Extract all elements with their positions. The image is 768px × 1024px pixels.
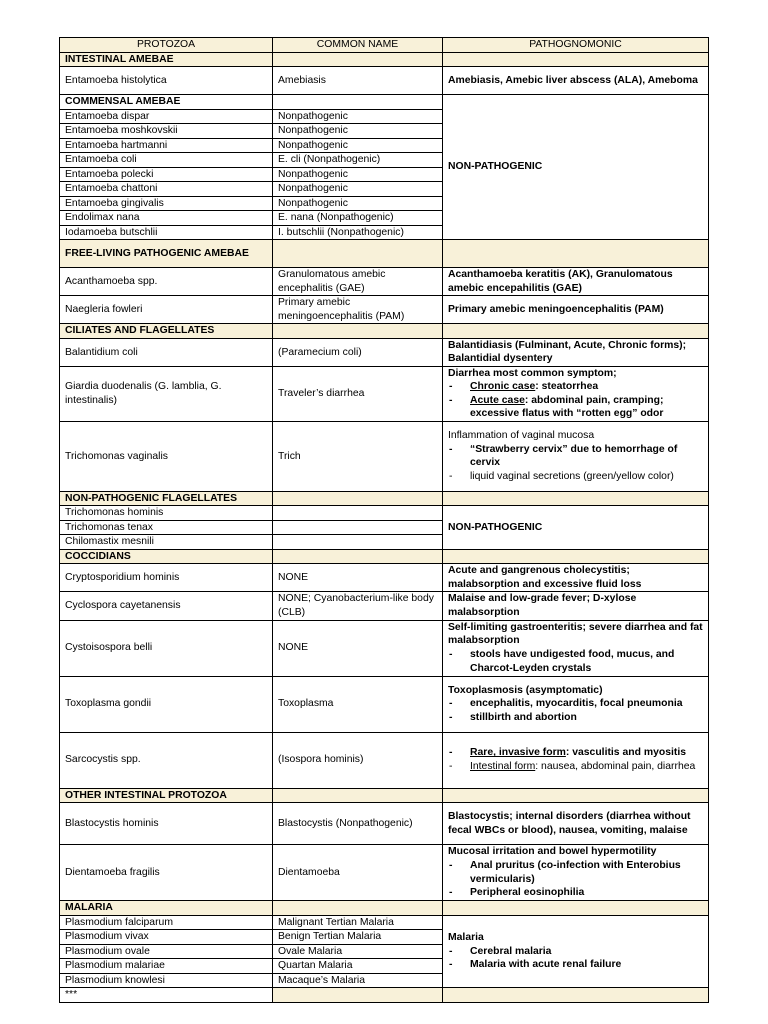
- common-name: Granulomatous amebic encephalitis (GAE): [273, 268, 443, 296]
- protozoa-name: Plasmodium ovale: [60, 944, 273, 959]
- common-name: [273, 506, 443, 521]
- table-row: [60, 506, 709, 521]
- protozoa-name: Giardia duodenalis (G. lamblia, G. intestinalis): [60, 366, 273, 421]
- header-common-name: COMMON NAME: [273, 38, 443, 53]
- common-name: Nonpathogenic: [273, 167, 443, 182]
- pathognomonic-list: [448, 746, 703, 773]
- footer-marker: ***: [60, 988, 273, 1003]
- pathognomonic-intro: Self-limiting gastroenteritis; severe diarrhea and fat malabsorption: [448, 621, 703, 647]
- section-title: CILIATES AND FLAGELLATES: [60, 324, 273, 339]
- protozoa-name: Entamoeba moshkovskii: [60, 124, 273, 139]
- section-row: [60, 52, 709, 67]
- protozoa-name: Iodamoeba butschlii: [60, 225, 273, 240]
- pathognomonic: Acute and gangrenous cholecystitis; malabsorption and excessive fluid loss: [443, 564, 709, 592]
- table-row: [60, 676, 709, 732]
- section-title: FREE-LIVING PATHOGENIC AMEBAE: [60, 240, 273, 268]
- common-name: Nonpathogenic: [273, 196, 443, 211]
- protozoa-name: Toxoplasma gondii: [60, 676, 273, 732]
- protozoa-name: Plasmodium vivax: [60, 930, 273, 945]
- pathognomonic: Amebiasis, Amebic liver abscess (ALA), Ameboma: [443, 67, 709, 95]
- common-name: Amebiasis: [273, 67, 443, 95]
- protozoa-name: Entamoeba coli: [60, 153, 273, 168]
- pathognomonic: [443, 421, 709, 491]
- table-row: [60, 67, 709, 95]
- table-row: [60, 268, 709, 296]
- pathognomonic-list: [448, 945, 703, 972]
- protozoa-name: Chilomastix mesnili: [60, 535, 273, 550]
- header-pathognomonic: PATHOGNOMONIC: [443, 38, 709, 53]
- common-name: Blastocystis (Nonpathogenic): [273, 803, 443, 845]
- table-row: [60, 366, 709, 421]
- section-row: [60, 324, 709, 339]
- pathognomonic-bullet: - Acute case: abdominal pain, cramping; excessive flatus with “rotten egg” odor: [448, 394, 703, 421]
- protozoa-name: Entamoeba chattoni: [60, 182, 273, 197]
- common-name: Dientamoeba: [273, 845, 443, 901]
- section-title: NON-PATHOGENIC FLAGELLATES: [60, 491, 273, 506]
- protozoa-name: Entamoeba gingivalis: [60, 196, 273, 211]
- pathognomonic: NON-PATHOGENIC: [443, 95, 709, 240]
- section-title: OTHER INTESTINAL PROTOZOA: [60, 788, 273, 803]
- table-row: [60, 803, 709, 845]
- protozoa-name: Cyclospora cayetanensis: [60, 592, 273, 620]
- section-row: [60, 549, 709, 564]
- pathognomonic-bullet: - Cerebral malaria: [448, 945, 703, 959]
- protozoa-name: Endolimax nana: [60, 211, 273, 226]
- common-name: (Isospora hominis): [273, 732, 443, 788]
- protozoa-name: Entamoeba histolytica: [60, 67, 273, 95]
- section-title: COMMENSAL AMEBAE: [60, 95, 273, 110]
- pathognomonic-list: [448, 697, 703, 724]
- common-name: Quartan Malaria: [273, 959, 443, 974]
- protozoa-name: Trichomonas tenax: [60, 520, 273, 535]
- table-row: [60, 732, 709, 788]
- common-name: Nonpathogenic: [273, 138, 443, 153]
- section-row: [60, 788, 709, 803]
- pathognomonic: Primary amebic meningoencephalitis (PAM): [443, 296, 709, 324]
- pathognomonic-bullet: - encephalitis, myocarditis, focal pneumonia: [448, 697, 703, 711]
- protozoa-name: Entamoeba polecki: [60, 167, 273, 182]
- protozoa-name: Entamoeba hartmanni: [60, 138, 273, 153]
- pathognomonic-bullet: - Malaria with acute renal failure: [448, 958, 703, 972]
- protozoa-table-sheet: [59, 37, 709, 1003]
- table-row: [60, 296, 709, 324]
- section-row: [60, 901, 709, 916]
- protozoa-name: Blastocystis hominis: [60, 803, 273, 845]
- section-title: MALARIA: [60, 901, 273, 916]
- common-name: Benign Tertian Malaria: [273, 930, 443, 945]
- pathognomonic: Blastocystis; internal disorders (diarrhea without fecal WBCs or blood), nausea, vomiting, malaise: [443, 803, 709, 845]
- common-name: Primary amebic meningoencephalitis (PAM): [273, 296, 443, 324]
- pathognomonic-bullet: - Rare, invasive form: vasculitis and myositis: [448, 746, 703, 760]
- pathognomonic-intro: Toxoplasmosis (asymptomatic): [448, 684, 603, 696]
- pathognomonic-bullet: - stillbirth and abortion: [448, 711, 703, 725]
- common-name: [273, 520, 443, 535]
- pathognomonic-bullet: - Intestinal form: nausea, abdominal pain, diarrhea: [448, 760, 703, 774]
- pathognomonic-bullet: - Anal pruritus (co-infection with Enterobius vermicularis): [448, 859, 703, 886]
- common-name: (Paramecium coli): [273, 338, 443, 366]
- pathognomonic-intro: Inflammation of vaginal mucosa: [448, 430, 595, 442]
- pathognomonic: [443, 732, 709, 788]
- section-row: [60, 240, 709, 268]
- pathognomonic: [443, 620, 709, 676]
- pathognomonic: NON-PATHOGENIC: [443, 506, 709, 550]
- pathognomonic: Acanthamoeba keratitis (AK), Granulomatous amebic encepahilitis (GAE): [443, 268, 709, 296]
- table-row: [60, 338, 709, 366]
- pathognomonic-bullet: - liquid vaginal secretions (green/yellow color): [448, 470, 703, 484]
- common-name: Traveler’s diarrhea: [273, 366, 443, 421]
- pathognomonic-list: [448, 648, 703, 675]
- protozoa-name: Plasmodium knowlesi: [60, 973, 273, 988]
- protozoa-name: Dientamoeba fragilis: [60, 845, 273, 901]
- pathognomonic-list: [448, 380, 703, 421]
- protozoa-name: Balantidium coli: [60, 338, 273, 366]
- protozoa-name: Trichomonas hominis: [60, 506, 273, 521]
- protozoa-table: [59, 37, 709, 1003]
- pathognomonic-list: [448, 443, 703, 484]
- common-name: Trich: [273, 421, 443, 491]
- common-name: Toxoplasma: [273, 676, 443, 732]
- section-row: [60, 95, 709, 110]
- pathognomonic-intro: Diarrhea most common symptom;: [448, 367, 617, 379]
- common-name: [273, 535, 443, 550]
- common-name: I. butschlii (Nonpathogenic): [273, 225, 443, 240]
- common-name: Nonpathogenic: [273, 124, 443, 139]
- pathognomonic: Malaise and low-grade fever; D-xylose malabsorption: [443, 592, 709, 620]
- protozoa-name: Plasmodium falciparum: [60, 915, 273, 930]
- pathognomonic-intro: Malaria: [448, 932, 484, 944]
- protozoa-name: Cryptosporidium hominis: [60, 564, 273, 592]
- table-row: [60, 421, 709, 491]
- header-row: [60, 38, 709, 53]
- protozoa-name: Sarcocystis spp.: [60, 732, 273, 788]
- header-protozoa: PROTOZOA: [60, 38, 273, 53]
- table-row: [60, 564, 709, 592]
- table-row: [60, 988, 709, 1003]
- section-title: COCCIDIANS: [60, 549, 273, 564]
- pathognomonic: [443, 366, 709, 421]
- protozoa-name: Cystoisospora belli: [60, 620, 273, 676]
- pathognomonic-bullet: - Peripheral eosinophilia: [448, 886, 703, 900]
- pathognomonic: [443, 915, 709, 988]
- common-name: NONE: [273, 564, 443, 592]
- table-row: [60, 592, 709, 620]
- common-name: Nonpathogenic: [273, 182, 443, 197]
- pathognomonic-bullet: - Chronic case: steatorrhea: [448, 380, 703, 394]
- common-name: E. cli (Nonpathogenic): [273, 153, 443, 168]
- pathognomonic: [443, 676, 709, 732]
- table-row: [60, 620, 709, 676]
- table-row: [60, 845, 709, 901]
- common-name: E. nana (Nonpathogenic): [273, 211, 443, 226]
- protozoa-name: Naegleria fowleri: [60, 296, 273, 324]
- pathognomonic-intro: Mucosal irritation and bowel hypermotility: [448, 846, 657, 858]
- protozoa-name: Entamoeba dispar: [60, 109, 273, 124]
- pathognomonic-list: [448, 859, 703, 900]
- pathognomonic: Balantidiasis (Fulminant, Acute, Chronic forms); Balantidial dysentery: [443, 338, 709, 366]
- table-row: [60, 915, 709, 930]
- section-row: [60, 491, 709, 506]
- pathognomonic: [443, 845, 709, 901]
- section-title: INTESTINAL AMEBAE: [60, 52, 273, 67]
- common-name: Ovale Malaria: [273, 944, 443, 959]
- protozoa-name: Acanthamoeba spp.: [60, 268, 273, 296]
- common-name: NONE; Cyanobacterium-like body (CLB): [273, 592, 443, 620]
- common-name: Nonpathogenic: [273, 109, 443, 124]
- common-name: Malignant Tertian Malaria: [273, 915, 443, 930]
- common-name: NONE: [273, 620, 443, 676]
- pathognomonic-bullet: - stools have undigested food, mucus, and Charcot-Leyden crystals: [448, 648, 703, 675]
- protozoa-name: Trichomonas vaginalis: [60, 421, 273, 491]
- pathognomonic-bullet: - “Strawberry cervix” due to hemorrhage of cervix: [448, 443, 703, 470]
- protozoa-name: Plasmodium malariae: [60, 959, 273, 974]
- common-name: Macaque’s Malaria: [273, 973, 443, 988]
